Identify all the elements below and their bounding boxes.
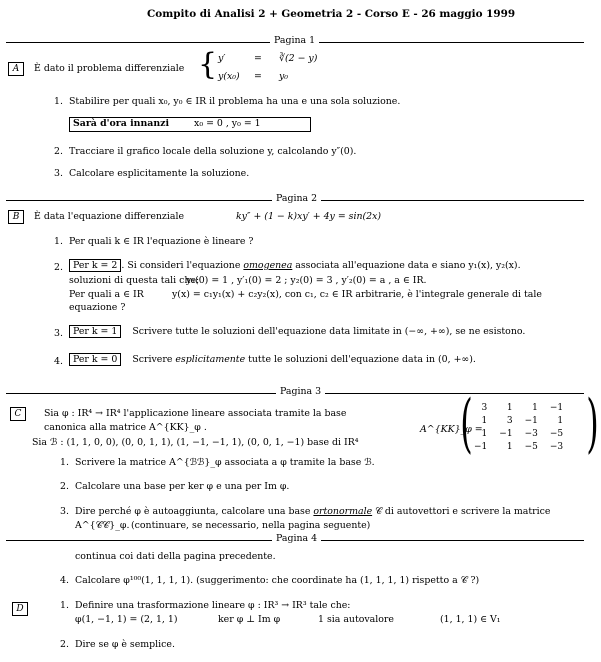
ortonormale-em: ortonormale [313,506,373,517]
p3-item3-line2b: (continuare, se necessario, nella pagina seguente) [131,520,371,531]
p2-item2-line1 [69,260,521,272]
matrix-right-bracket: ) [586,387,599,461]
p2-item2-line3a: Per quali a ∈ IR [69,289,144,300]
p3-item1-num: 1. [60,457,69,468]
matrix-cell: 1 [532,402,538,413]
p2-item2-line2b: y₁(0) = 1 , y′₁(0) = 2 ; y₂(0) = 3 , y′₂(0) = a , a ∈ IR. [186,275,427,286]
k2-box: Per k = 2 [69,259,121,272]
matrix-cell: −3 [549,441,564,452]
k0-box: Per k = 0 [69,353,121,366]
p1-item1: Stabilire per quali x₀, y₀ ∈ IR il problema ha una e una sola soluzione. [69,96,401,107]
section-c-label: C [10,407,26,421]
k1-box: Per k = 1 [69,325,121,338]
p1-item2-num: 2. [54,146,63,157]
p2-item3: Scrivere tutte le soluzioni dell'equazione data limitate in (−∞, +∞), se ne esistono. [132,326,526,337]
p2-item2-line4: equazione ? [69,302,126,313]
matrix-cell: −1 [549,402,564,413]
p2-item2-line3b: y(x) = c₁y₁(x) + c₂y₂(x), con c₁, c₂ ∈ IR arbitrarie, è l'integrale generale di tale [172,289,542,300]
p3-line1: Sia φ : IR⁴ → IR⁴ l'applicazione lineare associata tramite la base [44,408,347,419]
section-a-label: A [8,62,24,76]
matrix-row [468,402,569,415]
p2-item1: Per quali k ∈ IR l'equazione è lineare ? [69,236,254,247]
p3-item2: Calcolare una base per ker φ e una per Im φ. [75,481,290,492]
p2-item4-line [69,354,476,366]
matrix-cell: 1 [557,415,564,426]
system-brace: { [198,47,218,82]
p4-item4: Calcolare φ¹⁰⁰(1, 1, 1, 1). (suggerimento: che coordinate ha (1, 1, 1, 1) rispetto a 𝒞 ?) [75,575,480,586]
page3-label: Pagina 3 [276,386,325,398]
p4-cont: continua coi dati della pagina precedente. [75,551,276,562]
p3-line2: canonica alla matrice A^{KK}_φ . [44,422,207,433]
pD-cond-a: φ(1, −1, 1) = (2, 1, 1) [75,614,178,625]
pD-item2: Dire se φ è semplice. [75,639,175,650]
matrix-kk [468,402,569,454]
p2-item2-b: associata all'equazione data e siano y₁(x), y₂(x). [295,260,521,271]
section-b-label: B [8,210,24,224]
p1-item2: Tracciare il grafico locale della soluzione y, calcolando y″(0). [69,146,357,157]
assumption-box [69,117,311,132]
matrix-cell: 1 [481,428,488,439]
p3-item3-a: Dire perché φ è autoaggiunta, calcolare una base [75,506,311,517]
sys2-rhs: y₀ [279,71,289,82]
p2-item3-num: 3. [54,328,63,339]
pD-item1-num: 1. [60,600,69,611]
sys1-eq: = [254,53,262,64]
matrix-cell: 3 [506,415,513,426]
matrix-left-bracket: ( [460,387,473,461]
p2-item2-a: . Si consideri l'equazione [121,260,241,271]
p2-item2-line2a: soluzioni di questa tali che: [69,275,200,286]
p4-item4-num: 4. [60,575,69,586]
p2-item4-num: 4. [54,356,63,367]
p2-item1-num: 1. [54,236,63,247]
p2-item4-b: tutte le soluzioni dell'equazione data in (0, +∞). [248,354,476,365]
section-d-label: D [12,602,28,616]
p3-item3-b: 𝒞 di autovettori e scrivere la matrice [375,506,551,517]
matrix-cell: −5 [524,441,538,452]
sys2-lhs: y(x₀) [218,71,240,82]
matrix-table [468,402,569,454]
matrix-cell: −5 [549,428,564,439]
assumption-values: x₀ = 0 , y₀ = 1 [194,118,261,129]
p3-line3: Sia ℬ : (1, 1, 0, 0), (0, 0, 1, 1), (1, −1, −1, 1), (0, 0, 1, −1) base di IR⁴ [32,437,359,448]
page2-equation: ky″ + (1 − k)xy′ + 4y = sin(2x) [236,211,382,222]
p1-item3: Calcolare esplicitamente la soluzione. [69,168,250,179]
assumption-bold: Sarà d'ora innanzi [73,118,170,129]
matrix-cell: −3 [524,428,538,439]
matrix-cell: 1 [506,402,513,413]
sys1-rhs: ∛(2 − y) [279,53,318,64]
matrix-cell: 1 [481,415,488,426]
p3-item3-line1 [75,506,550,518]
p3-item1: Scrivere la matrice A^{ℬℬ}_φ associata a φ tramite la base ℬ. [75,457,375,468]
pD-cond-d: (1, 1, 1) ∈ V₁ [440,614,501,625]
page2-label: Pagina 2 [272,193,321,205]
p2-item4-a: Scrivere [132,354,173,365]
p1-item1-num: 1. [54,96,63,107]
matrix-cell: 1 [506,441,513,452]
pD-cond-b: ker φ ⊥ Im φ [218,614,281,625]
page1-intro: È dato il problema differenziale [34,63,185,74]
p1-item3-num: 3. [54,168,63,179]
pD-item1: Definire una trasformazione lineare φ : IR³ → IR³ tale che: [75,600,351,611]
matrix-cell: 3 [481,402,488,413]
page2-intro: È data l'equazione differenziale [34,211,184,222]
sys1-lhs: y′ [218,53,226,64]
p3-item2-num: 2. [60,481,69,492]
pD-item2-num: 2. [60,639,69,650]
matrix-label: A^{KK}_φ = [420,424,483,435]
matrix-cell: −1 [474,441,488,452]
pD-cond-c: 1 sia autovalore [318,614,394,625]
omogenea-em: omogenea [243,260,293,271]
matrix-cell: −1 [499,428,513,439]
matrix-row [468,428,569,441]
matrix-row [468,441,569,454]
page1-label: Pagina 1 [270,35,319,47]
sys2-eq: = [254,71,262,82]
p3-item3-line2a: A^{𝒞𝒞}_φ. [75,520,130,531]
p2-item2-num: 2. [54,262,63,273]
page4-label: Pagina 4 [272,533,321,545]
matrix-row [468,415,569,428]
esplicitamente-em: esplicitamente [175,354,246,365]
matrix-cell: −1 [524,415,538,426]
p3-item3-num: 3. [60,506,69,517]
p2-item3-line [69,326,525,338]
document-title: Compito di Analisi 2 + Geometria 2 - Corso E - 26 maggio 1999 [147,8,516,20]
